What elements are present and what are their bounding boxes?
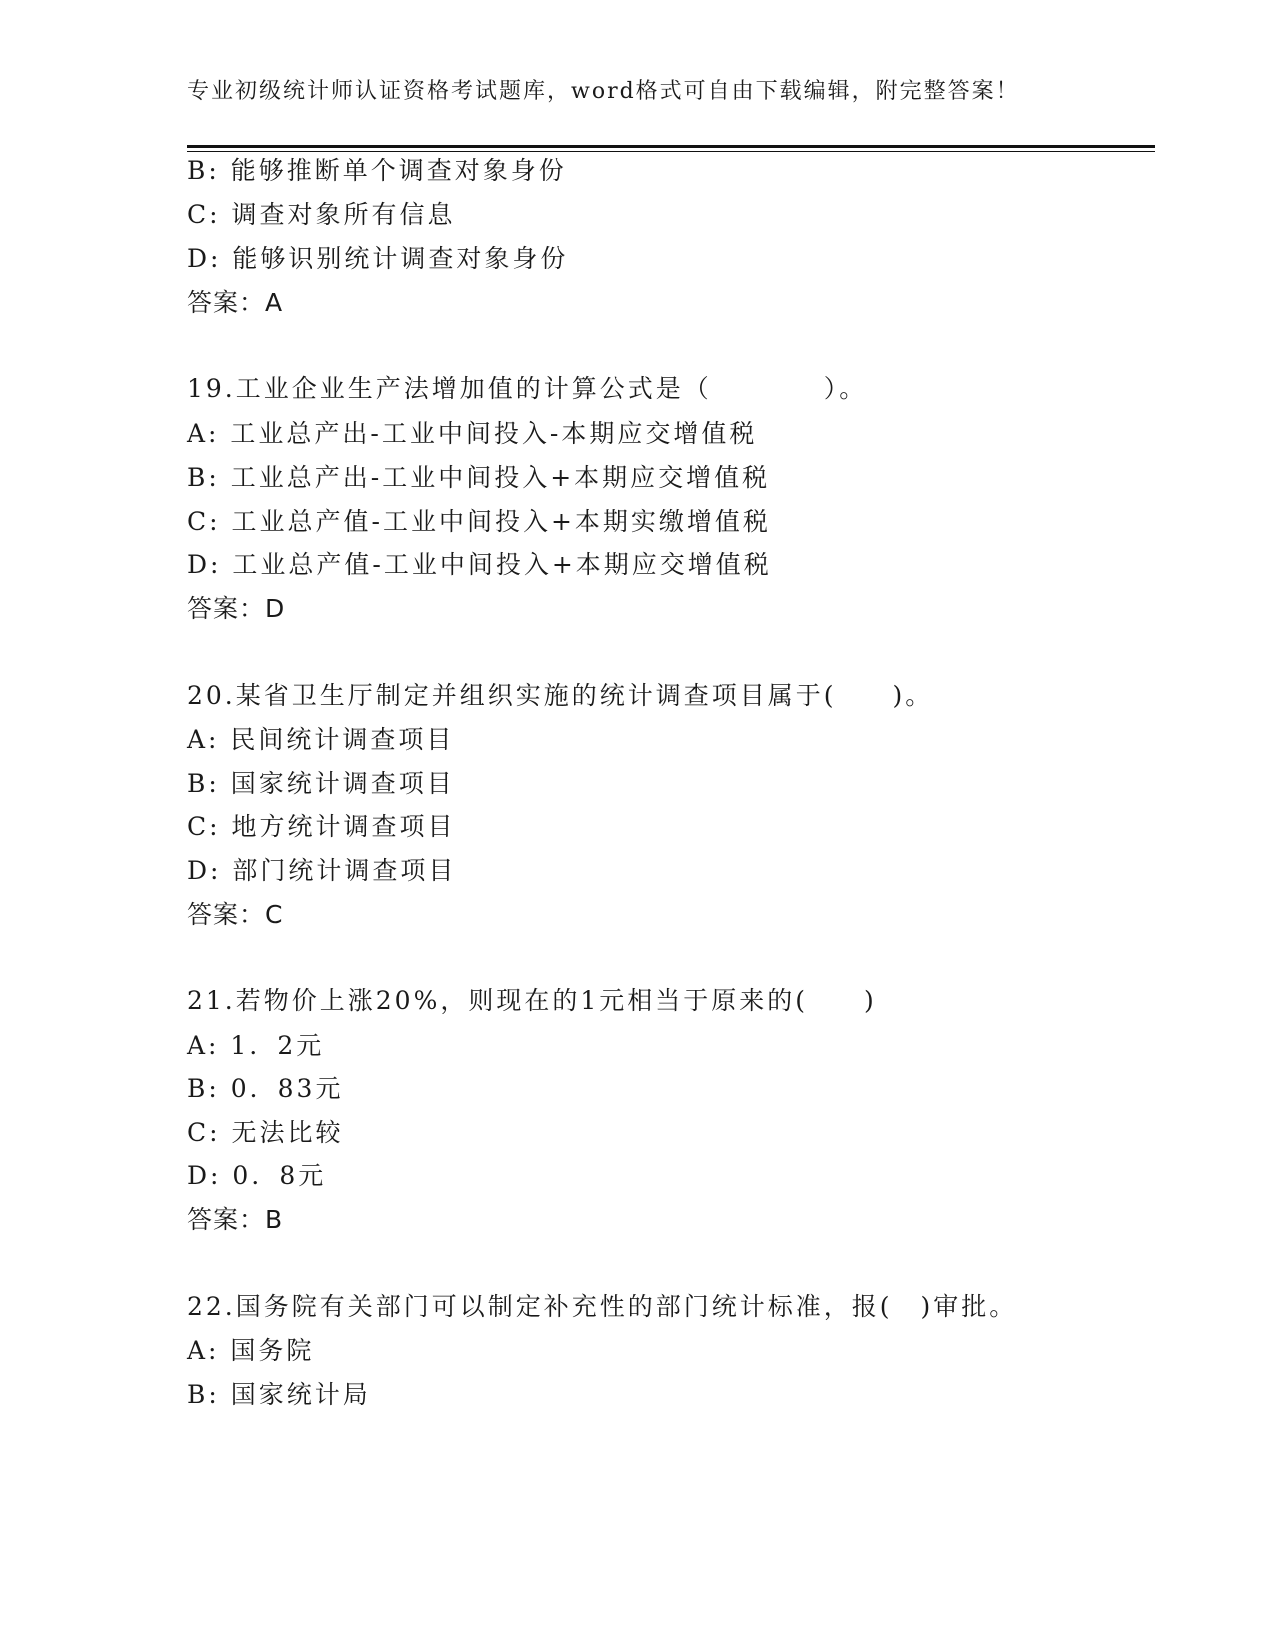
q20-option-d: D: 部门统计调查项目 bbox=[187, 856, 457, 885]
q19-option-a: A: 工业总产出-工业中间投入-本期应交增值税 bbox=[187, 419, 758, 448]
q18-option-d: D: 能够识别统计调查对象身份 bbox=[187, 244, 569, 273]
q19-option-b: B: 工业总产出-工业中间投入+本期应交增值税 bbox=[187, 463, 771, 492]
q20-answer: 答案：C bbox=[187, 900, 284, 929]
q21-answer: 答案：B bbox=[187, 1205, 284, 1234]
q20-question: 20.某省卫生厅制定并组织实施的统计调查项目属于( )。 bbox=[187, 681, 934, 710]
q18-option-c: C: 调查对象所有信息 bbox=[187, 200, 456, 229]
q18-option-b: B: 能够推断单个调查对象身份 bbox=[187, 156, 567, 185]
q21-option-a: A: 1．2元 bbox=[187, 1031, 325, 1060]
q20-option-c: C: 地方统计调查项目 bbox=[187, 812, 456, 841]
q21-option-b: B: 0．83元 bbox=[187, 1074, 344, 1103]
header-rule-thick bbox=[187, 145, 1155, 148]
q22-question: 22.国务院有关部门可以制定补充性的部门统计标准，报( )审批。 bbox=[187, 1292, 1018, 1321]
header-rule-thin bbox=[187, 151, 1155, 152]
q21-question: 21.若物价上涨20%，则现在的1元相当于原来的( ) bbox=[187, 986, 877, 1015]
q22-option-b: B: 国家统计局 bbox=[187, 1380, 371, 1409]
page-header: 专业初级统计师认证资格考试题库，word格式可自由下载编辑，附完整答案！ bbox=[187, 79, 1020, 104]
q19-answer: 答案：D bbox=[187, 594, 286, 623]
q21-option-c: C: 无法比较 bbox=[187, 1118, 344, 1147]
q18-answer: 答案：A bbox=[187, 288, 284, 317]
q20-option-a: A: 民间统计调查项目 bbox=[187, 725, 455, 754]
q21-option-d: D: 0．8元 bbox=[187, 1161, 327, 1190]
q19-option-c: C: 工业总产值-工业中间投入+本期实缴增值税 bbox=[187, 507, 771, 536]
q20-option-b: B: 国家统计调查项目 bbox=[187, 769, 455, 798]
q22-option-a: A: 国务院 bbox=[187, 1336, 315, 1365]
q19-question: 19.工业企业生产法增加值的计算公式是（ ）。 bbox=[187, 374, 868, 403]
q19-option-d: D: 工业总产值-工业中间投入+本期应交增值税 bbox=[187, 550, 772, 579]
